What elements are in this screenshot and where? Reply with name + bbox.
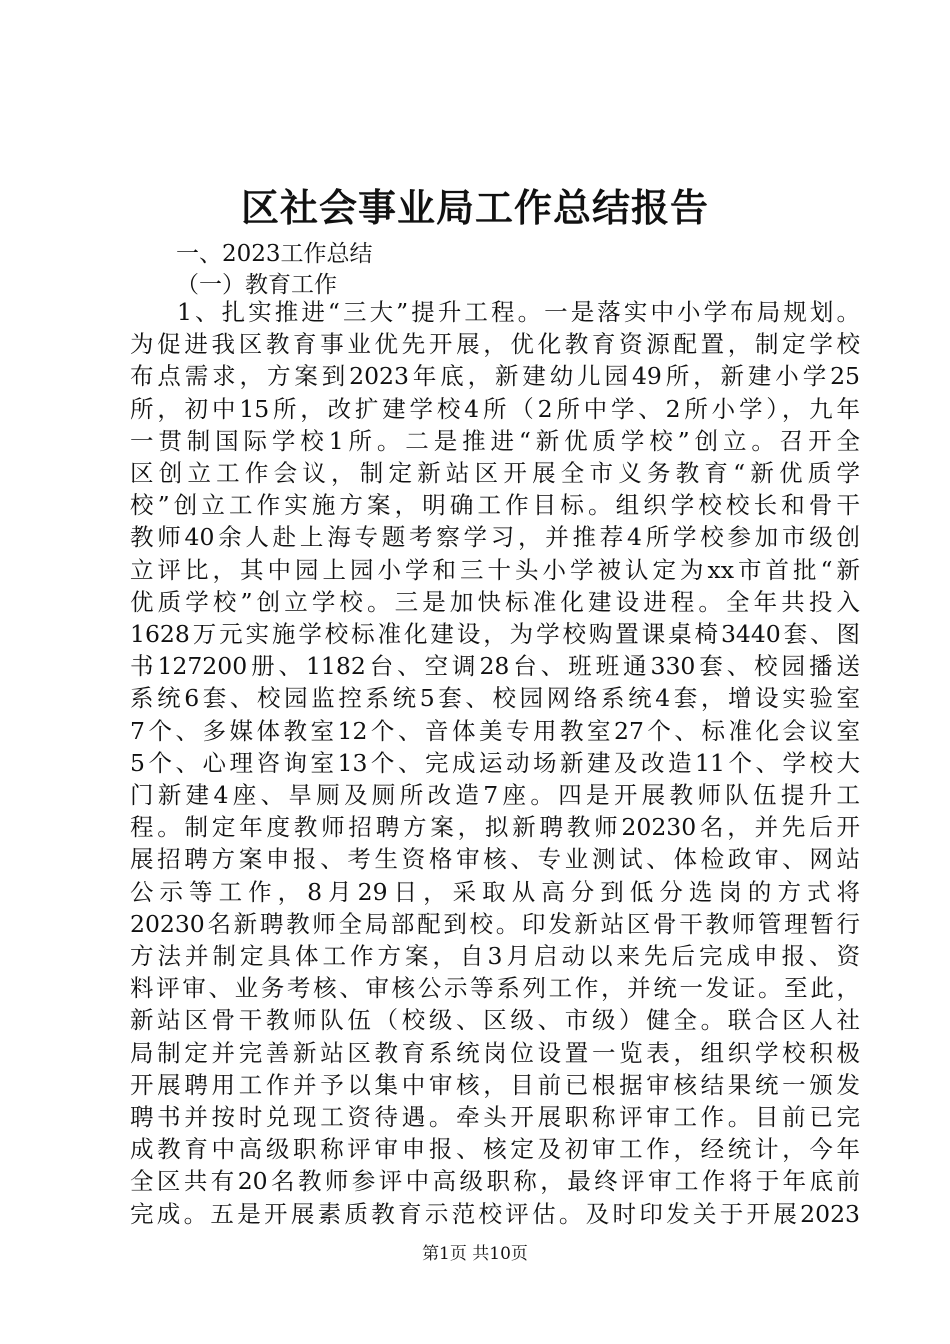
body-line: 一贯制国际学校1所。二是推进“新优质学校”创立。召开全: [130, 426, 860, 455]
body-line: 优质学校”创立学校。三是加快标准化建设进程。全年共投入: [130, 587, 860, 616]
body-line: 成教育中高级职称评审申报、核定及初审工作，经统计，今年: [130, 1135, 860, 1164]
section-heading: 一、2023工作总结: [176, 241, 373, 267]
body-line: 20230名新聘教师全局部配到校。印发新站区骨干教师管理暂行: [130, 909, 860, 938]
body-line: 全区共有20名教师参评中高级职称，最终评审工作将于年底前: [130, 1167, 860, 1196]
body-line: 7个、多媒体教室12个、音体美专用教室27个、标准化会议室: [130, 716, 860, 745]
body-line: 1628万元实施学校标准化建设，为学校购置课桌椅3440套、图: [130, 620, 860, 649]
body-line: 区创立工作会议，制定新站区开展全市义务教育“新优质学: [130, 459, 860, 488]
body-line: 所，初中15所，改扩建学校4所（2所中学、2所小学），九年: [130, 394, 860, 423]
body-line: 方法并制定具体工作方案，自3月启动以来先后完成申报、资: [130, 942, 860, 971]
page-footer: 第1页 共10页: [422, 1244, 528, 1264]
body-line: 教师40余人赴上海专题考察学习，并推荐4所学校参加市级创: [130, 523, 860, 552]
body-line: 1、扎实推进“三大”提升工程。一是落实中小学布局规划。: [177, 298, 860, 326]
body-line: 系统6套、校园监控系统5套、校园网络系统4套，增设实验室: [130, 684, 860, 713]
body-line: 完成。五是开展素质教育示范校评估。及时印发关于开展2023: [130, 1199, 860, 1228]
body-line: 为促进我区教育事业优先开展，优化教育资源配置，制定学校: [130, 330, 860, 359]
body-line: 开展聘用工作并予以集中审核，目前已根据审核结果统一颁发: [130, 1070, 860, 1099]
body-line: 布点需求，方案到2023年底，新建幼儿园49所，新建小学25: [130, 362, 860, 391]
body-line: 门新建4座、旱厕及厕所改造7座。四是开展教师队伍提升工: [130, 781, 860, 810]
subsection-heading: （一）教育工作: [176, 272, 337, 298]
body-line: 校”创立工作实施方案，明确工作目标。组织学校校长和骨干: [130, 491, 860, 520]
body-line: 展招聘方案申报、考生资格审核、专业测试、体检政审、网站: [130, 845, 860, 874]
body-line: 立评比，其中园上园小学和三十头小学被认定为xx市首批“新: [130, 555, 860, 584]
body-line: 局制定并完善新站区教育系统岗位设置一览表，组织学校积极: [130, 1038, 860, 1067]
document-title: 区社会事业局工作总结报告: [240, 185, 709, 230]
body-line: 书127200册、1182台、空调28台、班班通330套、校园播送: [130, 652, 860, 681]
body-line: 聘书并按时兑现工资待遇。牵头开展职称评审工作。目前已完: [130, 1103, 860, 1132]
body-line: 公示等工作，8月29日，采取从高分到低分选岗的方式将: [130, 877, 860, 906]
body-line: 5个、心理咨询室13个、完成运动场新建及改造11个、学校大: [130, 748, 860, 777]
body-line: 料评审、业务考核、审核公示等系列工作，并统一发证。至此，: [130, 974, 860, 1003]
body-line: 程。制定年度教师招聘方案，拟新聘教师20230名，并先后开: [130, 813, 860, 842]
body-line: 新站区骨干教师队伍（校级、区级、市级）健全。联合区人社: [130, 1006, 860, 1035]
body-paragraph: [130, 296, 860, 1230]
